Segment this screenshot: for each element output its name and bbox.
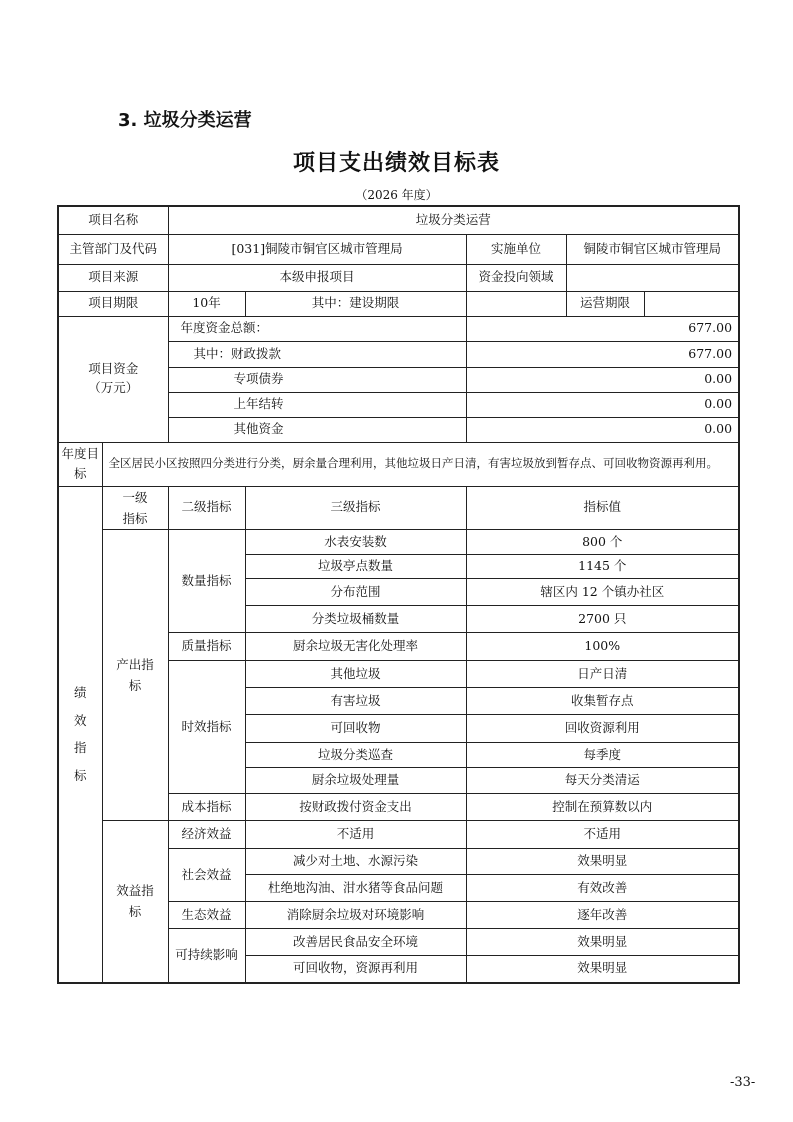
dept-label: 主管部门及代码 <box>58 234 168 264</box>
group-quantity: 数量指标 <box>168 530 245 633</box>
indicator-name: 改善居民食品安全环境 <box>245 929 466 956</box>
indicator-name: 不适用 <box>245 821 466 849</box>
group-economic: 经济效益 <box>168 821 245 849</box>
funds-label-text: 项目资金 <box>88 361 139 377</box>
performance-table <box>57 205 740 984</box>
indicator-value: 回收资源利用 <box>466 715 739 743</box>
goal-text: 全区居民小区按照四分类进行分类，厨余量合理利用，其他垃圾日产日清，有害垃圾放到暂存点、可回收物资源再利用。 <box>102 442 739 486</box>
header-value: 指标值 <box>466 486 739 530</box>
output-label: 产出指标 <box>102 530 168 821</box>
period-value: 10年 <box>168 291 245 316</box>
table-row <box>58 316 739 341</box>
field-value <box>566 264 739 291</box>
indicator-value: 不适用 <box>466 821 739 849</box>
fund-row-label: 其中：财政拨款 <box>168 341 466 367</box>
group-time: 时效指标 <box>168 661 245 794</box>
indicator-value: 2700 只 <box>466 606 739 633</box>
fund-row-value: 0.00 <box>466 417 739 442</box>
table-row <box>58 206 739 234</box>
indicator-name: 有害垃圾 <box>245 688 466 715</box>
page-number: -33- <box>730 1075 756 1090</box>
indicator-name: 水表安装数 <box>245 530 466 555</box>
table-row <box>58 821 739 849</box>
header-l1: 一级指标 <box>102 486 168 530</box>
indicator-name: 垃圾分类巡查 <box>245 743 466 768</box>
section-heading: 3. 垃圾分类运营 <box>118 110 252 131</box>
impl-label: 实施单位 <box>466 234 566 264</box>
build-label: 其中：建设期限 <box>245 291 466 316</box>
indicator-value: 日产日清 <box>466 661 739 688</box>
group-sustain: 可持续影响 <box>168 929 245 983</box>
indicator-name: 按财政拨付资金支出 <box>245 794 466 821</box>
name-value: 垃圾分类运营 <box>168 206 739 234</box>
group-quality: 质量指标 <box>168 633 245 661</box>
table-row <box>58 234 739 264</box>
group-cost: 成本指标 <box>168 794 245 821</box>
funds-label <box>58 316 168 442</box>
fund-row-label: 专项债券 <box>168 367 466 392</box>
indicator-name: 垃圾亭点数量 <box>245 555 466 579</box>
impl-value: 铜陵市铜官区城市管理局 <box>566 234 739 264</box>
indicator-value: 每季度 <box>466 743 739 768</box>
op-value <box>644 291 739 316</box>
indicator-name: 可回收物，资源再利用 <box>245 956 466 983</box>
indicator-name: 厨余垃圾无害化处理率 <box>245 633 466 661</box>
benefit-label: 效益指标 <box>102 821 168 983</box>
dept-value: [031]铜陵市铜官区城市管理局 <box>168 234 466 264</box>
indicator-value: 逐年改善 <box>466 902 739 929</box>
fund-row-value: 677.00 <box>466 341 739 367</box>
source-value: 本级申报项目 <box>168 264 466 291</box>
fund-row-label: 其他资金 <box>168 417 466 442</box>
fund-row-value: 0.00 <box>466 392 739 417</box>
indicator-value: 100% <box>466 633 739 661</box>
indicator-value: 800 个 <box>466 530 739 555</box>
indicator-name: 杜绝地沟油、泔水猪等食品问题 <box>245 875 466 902</box>
indicator-value: 控制在预算数以内 <box>466 794 739 821</box>
table-row <box>58 442 739 486</box>
fund-row-value: 0.00 <box>466 367 739 392</box>
header-l3: 三级指标 <box>245 486 466 530</box>
indicator-value: 效果明显 <box>466 956 739 983</box>
indicator-value: 效果明显 <box>466 849 739 875</box>
table-row <box>58 264 739 291</box>
period-label: 项目期限 <box>58 291 168 316</box>
indicator-name: 分类垃圾桶数量 <box>245 606 466 633</box>
table-row <box>58 486 739 530</box>
indicator-name: 厨余垃圾处理量 <box>245 768 466 794</box>
indicator-name: 其他垃圾 <box>245 661 466 688</box>
field-label: 资金投向领域 <box>466 264 566 291</box>
build-value <box>466 291 566 316</box>
indicator-name: 可回收物 <box>245 715 466 743</box>
indicator-value: 收集暂存点 <box>466 688 739 715</box>
group-eco: 生态效益 <box>168 902 245 929</box>
table-row <box>58 530 739 555</box>
source-label: 项目来源 <box>58 264 168 291</box>
name-label: 项目名称 <box>58 206 168 234</box>
page-title: 项目支出绩效目标表 <box>292 151 500 176</box>
indicator-name: 分布范围 <box>245 579 466 606</box>
indicator-value: 辖区内 12 个镇办社区 <box>466 579 739 606</box>
goal-label: 年度目标 <box>58 442 102 486</box>
indicator-value: 有效改善 <box>466 875 739 902</box>
fund-row-label: 年度资金总额： <box>168 316 466 341</box>
perf-label: 绩效指标 <box>58 486 102 983</box>
indicator-value: 效果明显 <box>466 929 739 956</box>
fund-row-value: 677.00 <box>466 316 739 341</box>
funds-unit: （万元） <box>88 380 139 395</box>
indicator-value: 每天分类清运 <box>466 768 739 794</box>
indicator-name: 减少对土地、水源污染 <box>245 849 466 875</box>
indicator-value: 1145 个 <box>466 555 739 579</box>
op-label: 运营期限 <box>566 291 644 316</box>
year-label: （2026 年度） <box>355 188 438 202</box>
fund-row-label: 上年结转 <box>168 392 466 417</box>
indicator-name: 消除厨余垃圾对环境影响 <box>245 902 466 929</box>
header-l2: 二级指标 <box>168 486 245 530</box>
group-social: 社会效益 <box>168 849 245 902</box>
table-row <box>58 291 739 316</box>
